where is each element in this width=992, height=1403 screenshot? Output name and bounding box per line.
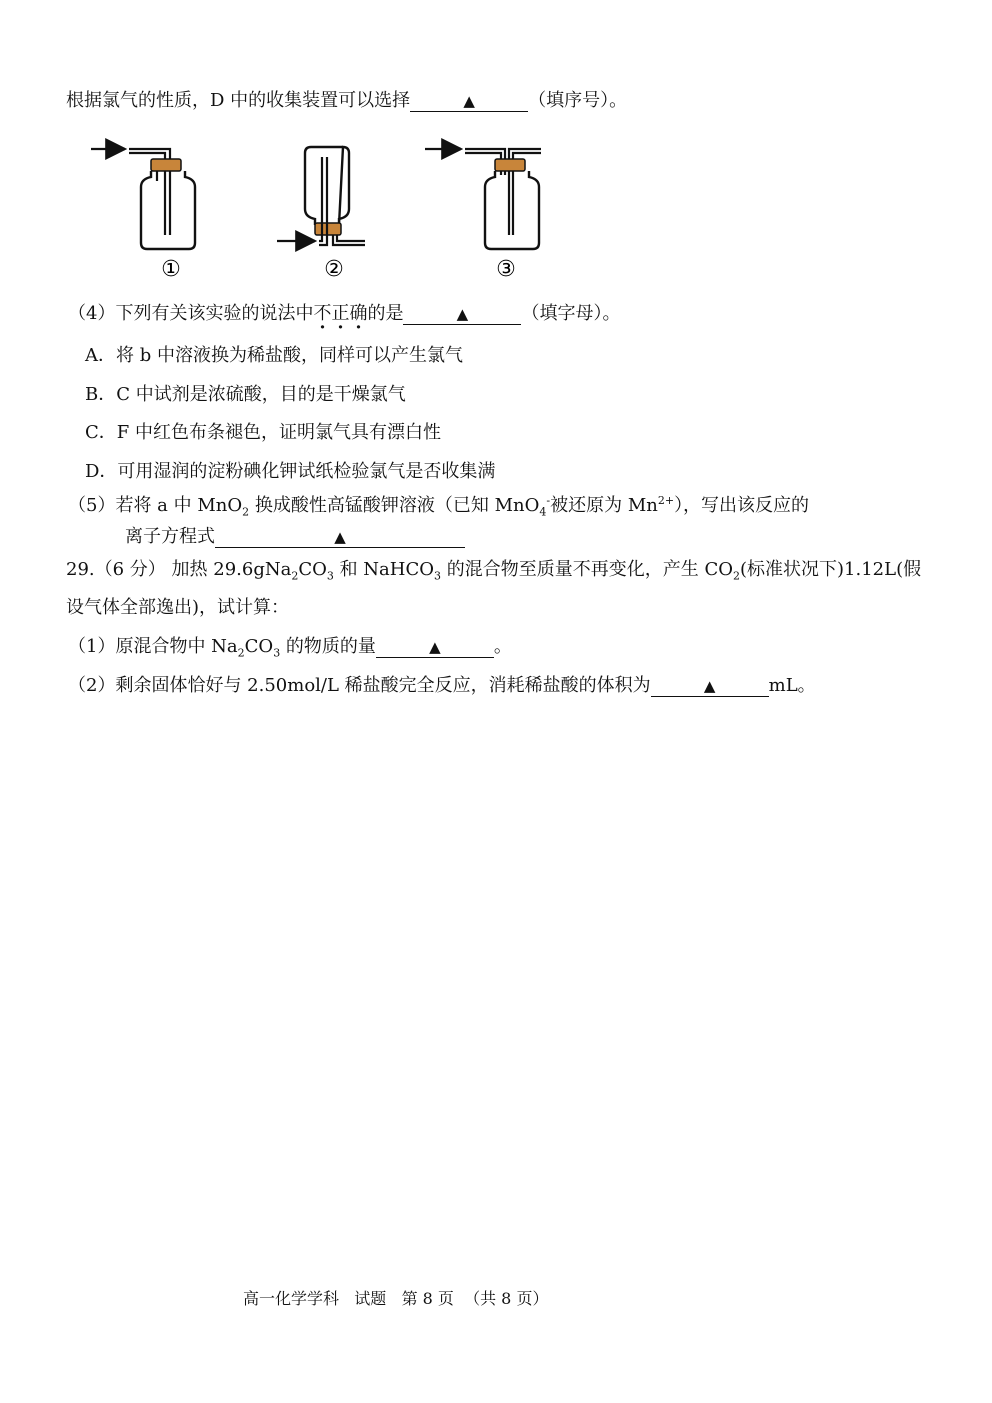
q29-sub1: （1）原混合物中 $Na_2CO_3$ 的物质的量 ▲ 。 (68, 636, 512, 660)
emphasis-char: 正 (331, 303, 350, 324)
apparatus-1 (91, 149, 195, 249)
q4-option-a: A．将 b 中溶液换为稀盐酸，同样可以产生氯气 (85, 345, 463, 366)
q29-question: 29.（6 分） 加热 $29.6gNa_2CO_3$ 和 NaHCO$_3$ 的混合物至质量不再变化，产生 $CO_2$(标准状况下)1.12L(假 (66, 559, 922, 583)
page-total: （共 8 页） (464, 1289, 549, 1308)
q29-question-cont: 设气体全部逸出)，试计算： (66, 597, 290, 618)
page-footer: 高一化学学科 试题 第 8 页 （共 8 页） (243, 1289, 549, 1308)
answer-blank[interactable]: ▲ (651, 676, 769, 697)
q4-option-d: D．可用湿润的淀粉碘化钾试纸检验氯气是否收集满 (85, 461, 496, 482)
apparatus-label-3: ③ (496, 257, 516, 282)
emphasis-char: 不 (313, 303, 332, 324)
q4-option-c: C．F 中红色布条褪色，证明氯气具有漂白性 (85, 422, 441, 443)
answer-blank[interactable]: ▲ (403, 304, 521, 325)
answer-blank[interactable]: ▲ (410, 91, 528, 112)
apparatus-label-2: ② (324, 257, 344, 282)
q4-option-b: B．C 中试剂是浓硫酸，目的是干燥氯气 (85, 384, 406, 405)
emphasis-char: 确 (349, 303, 368, 324)
q29-sub2: （2）剩余固体恰好与 2.50mol/L 稀盐酸完全反应，消耗稀盐酸的体积为 ▲ mL。 (68, 675, 816, 696)
apparatus-3 (425, 149, 541, 249)
answer-blank[interactable]: ▲ (376, 637, 494, 658)
q5-answer-line: 离子方程式 ▲ (125, 524, 465, 550)
q3-collection-question: 根据氯气的性质，D 中的收集装置可以选择 ▲ （填序号）。 (66, 90, 628, 111)
q5-question: （5）若将 a 中 MnO$_2$ 换成酸性高锰酸钾溶液（已知 MnO$_4$-被还原为 $Mn^{2+}$），写出该反应的 (68, 494, 810, 519)
apparatus-label-1: ① (161, 257, 181, 282)
page-number: 第 8 页 (401, 1289, 454, 1308)
answer-blank[interactable]: ▲ (215, 527, 465, 548)
q4-question: （4）下列有关该实验的说法中不正确的是 ▲ （填字母）。 (68, 301, 620, 327)
apparatus-2 (277, 147, 365, 245)
gas-collection-apparatus-figure (85, 135, 555, 285)
